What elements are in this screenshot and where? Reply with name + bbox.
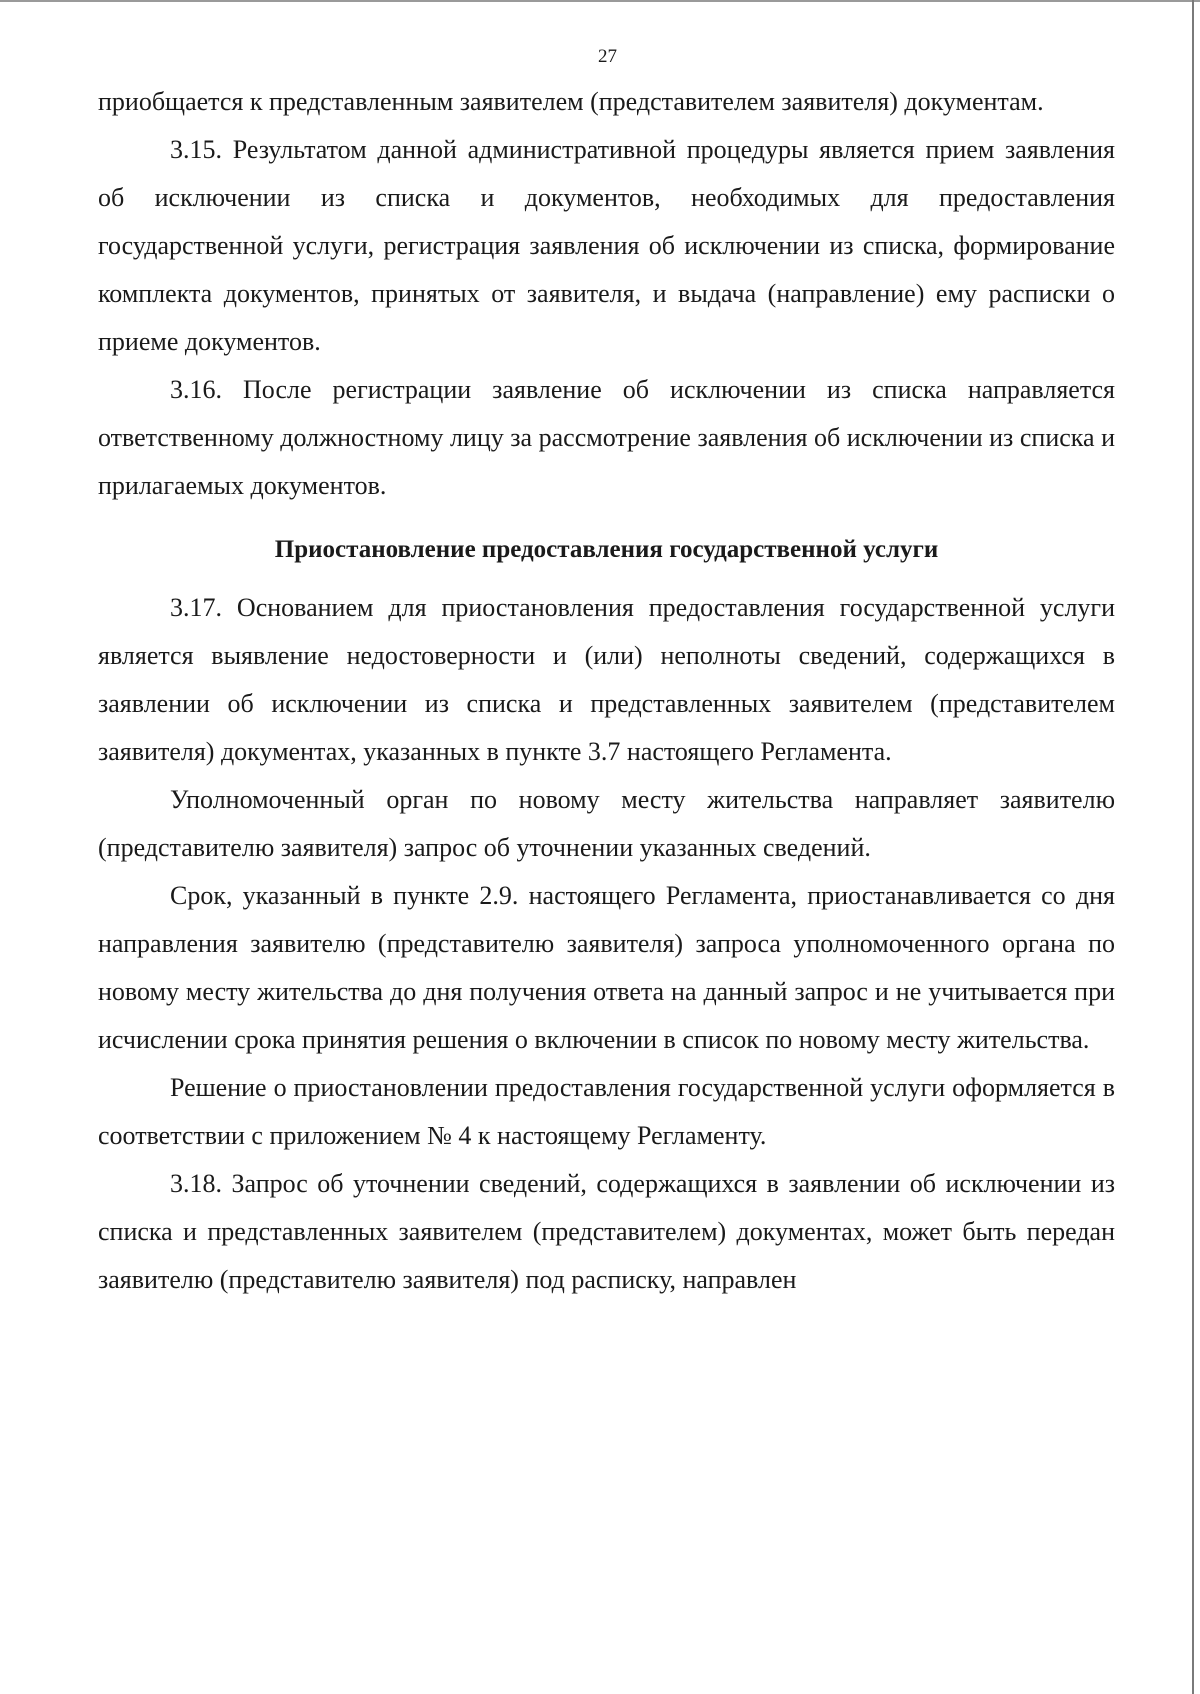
page-top-edge [0, 0, 1200, 2]
paragraph-3-15: 3.15. Результатом данной административной процедуры является прием заявления об исключении из списка и документов, необходимых для предоставления государственной услуги, регистрация заявления об исключении из списка, формирование комплекта документов, принятых от заявителя, и выдача (направление) ему расписки о приеме документов. [98, 135, 1115, 356]
paragraph-3-18: 3.18. Запрос об уточнении сведений, содержащихся в заявлении об исключении из списка и представленных заявителем (представителем) документах, может быть передан заявителю (представителю заявителя) под расписку, направлен [98, 1169, 1115, 1294]
paragraph-3-16: 3.16. После регистрации заявление об исключении из списка направляется ответственному должностному лицу за рассмотрение заявления об исключении из списка и прилагаемых документов. [98, 375, 1115, 500]
paragraph-suspension-decision: Решение о приостановлении предоставления государственной услуги оформляется в соответствии с приложением № 4 к настоящему Регламенту. [98, 1073, 1115, 1150]
page-right-edge [1192, 0, 1194, 1694]
paragraph-authority-request: Уполномоченный орган по новому месту жительства направляет заявителю (представителю заявителя) запрос об уточнении указанных сведений. [98, 785, 1115, 862]
page-number: 27 [598, 46, 617, 67]
paragraph-3-17: 3.17. Основанием для приостановления предоставления государственной услуги является выявление недостоверности и (или) неполноты сведений, содержащихся в заявлении об исключении из списка и представленных заявителем (представителем заявителя) документах, указанных в пункте 3.7 настоящего Регламента. [98, 593, 1115, 766]
paragraph-term-suspension: Срок, указанный в пункте 2.9. настоящего Регламента, приостанавливается со дня направления заявителю (представителю заявителя) запроса уполномоченного органа по новому месту жительства до дня получения ответа на данный запрос и не учитывается при исчислении срока принятия решения о включении в список по новому месту жительства. [98, 881, 1115, 1054]
section-heading: Приостановление предоставления государственной услуги [274, 536, 939, 563]
paragraph-continuation: приобщается к представленным заявителем (представителем заявителя) документам. [98, 87, 1044, 116]
document-body [98, 78, 1115, 1304]
